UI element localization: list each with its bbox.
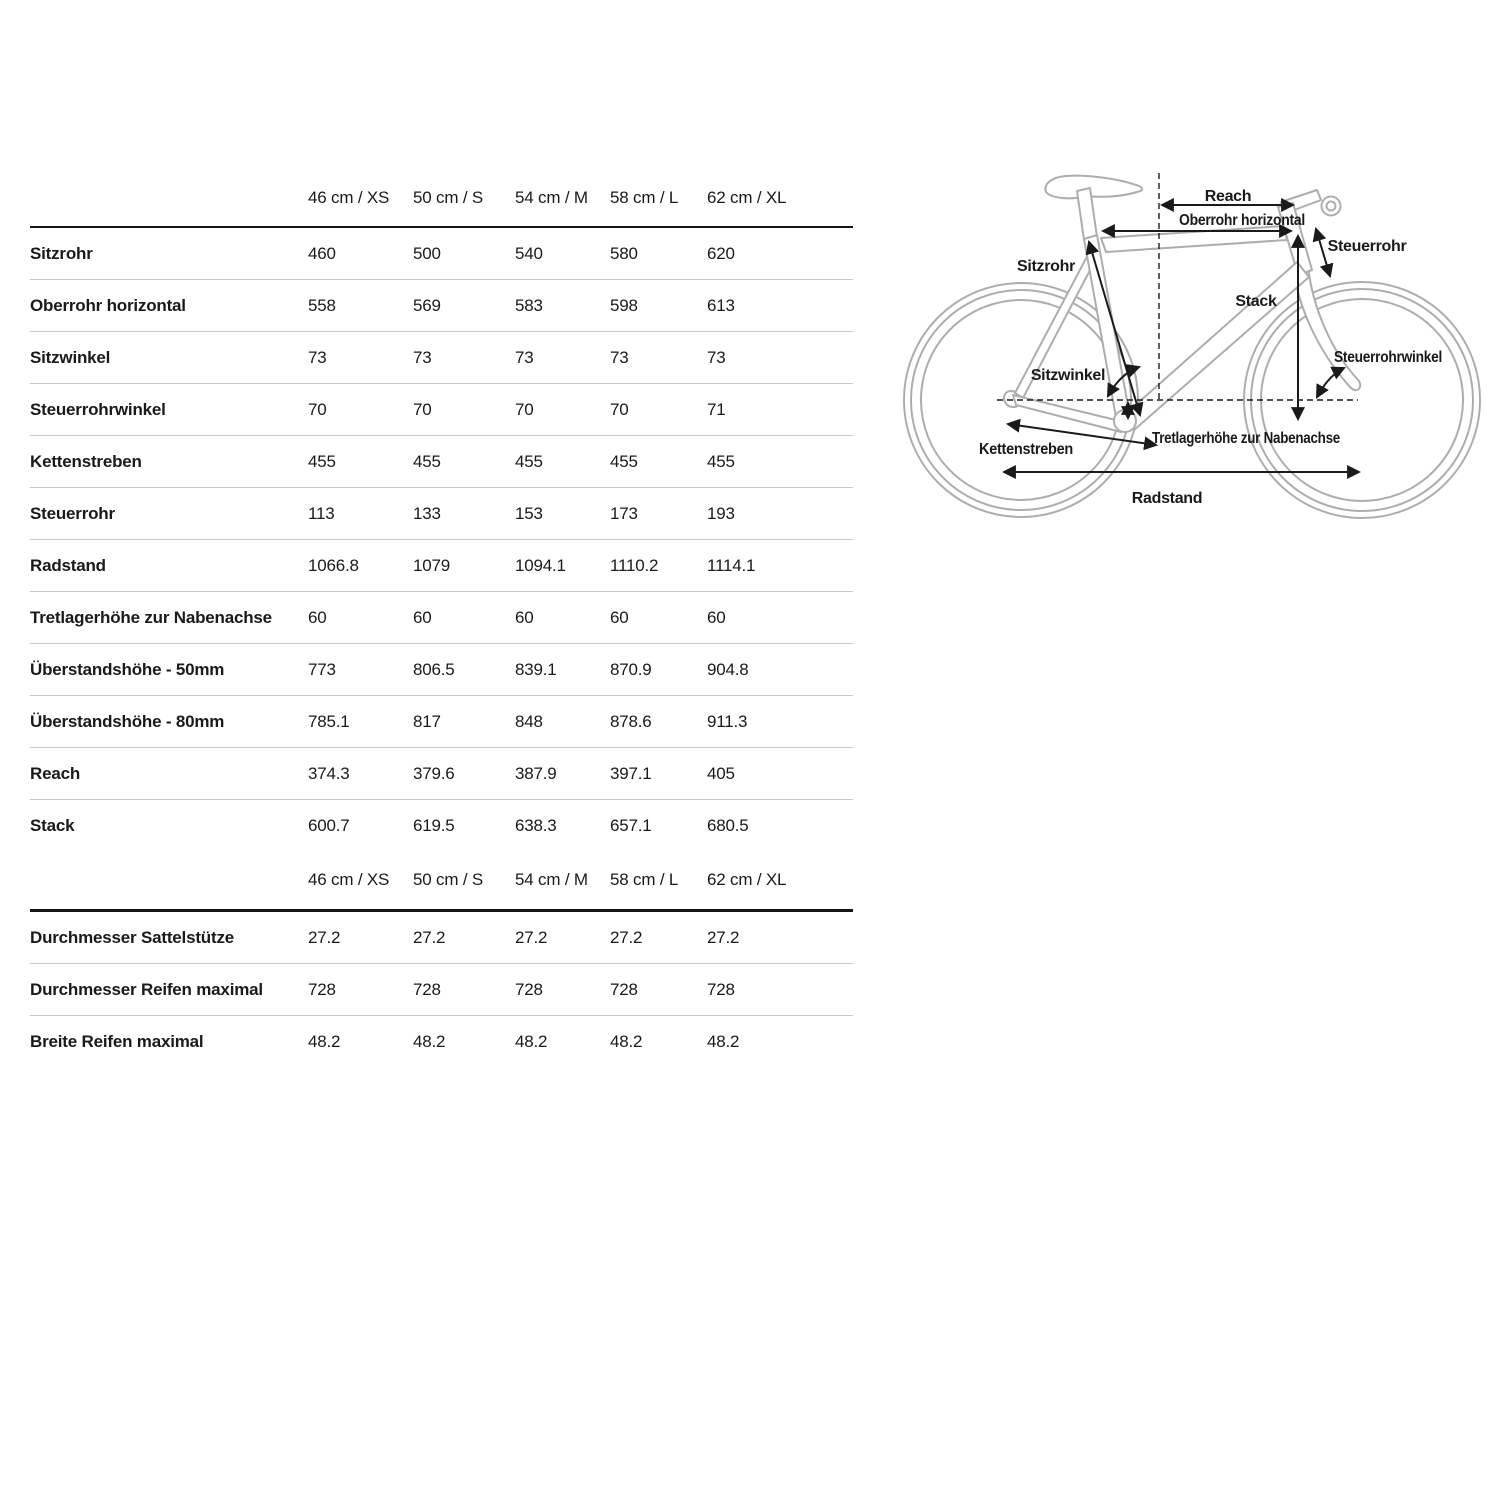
row-label: Durchmesser Reifen maximal [30,964,308,1016]
cell: 500 [413,227,515,280]
cell: 379.6 [413,748,515,800]
row-label: Tretlagerhöhe zur Nabenachse [30,592,308,644]
row-label: Steuerrohrwinkel [30,384,308,436]
cell: 638.3 [515,815,557,835]
cell: 580 [610,227,707,280]
size-header-spacer [30,170,308,227]
row-label: Breite Reifen maximal [30,1031,204,1051]
row-label: Überstandshöhe - 80mm [30,696,308,748]
cell: 613 [707,280,853,332]
diagram-label-reach: Reach [1204,188,1252,205]
cell: 540 [515,227,610,280]
cell: 455 [610,436,707,488]
spec-table [30,851,853,1067]
diagram-label-stack: Stack [1235,293,1277,310]
cell: 71 [707,384,853,436]
cell: 1066.8 [308,540,413,592]
size-header-row [30,851,853,911]
geometry-tables [30,170,853,1067]
cell: 839.1 [515,644,610,696]
table-row [30,540,853,592]
cell: 460 [308,227,413,280]
table-row [30,332,853,384]
cell: 600.7 [308,815,350,835]
table-row [30,227,853,280]
table-row [30,800,853,852]
size-header-xl: 62 cm / XL [707,170,853,227]
size-header-row [30,170,853,227]
cell: 911.3 [707,696,853,748]
cell: 619.5 [413,815,455,835]
cell: 48.2 [515,1031,548,1051]
table-row [30,488,853,540]
cell: 728 [515,964,610,1016]
cell: 73 [707,332,853,384]
table-row [30,748,853,800]
cell: 455 [413,436,515,488]
geometry-table [30,170,853,851]
cell: 397.1 [610,748,707,800]
cell: 878.6 [610,696,707,748]
cell: 60 [308,592,413,644]
top-tube [1101,226,1287,252]
cell: 173 [610,488,707,540]
cell: 728 [610,964,707,1016]
cell: 1079 [413,540,515,592]
row-label: Sitzrohr [30,227,308,280]
down-tube [1122,262,1309,430]
row-label: Stack [30,815,75,835]
cell: 620 [707,227,853,280]
cell: 27.2 [308,911,413,964]
cell: 657.1 [610,815,652,835]
diagram-label-kettenstreben: Kettenstreben [979,441,1073,458]
size-header-s: 50 cm / S [413,851,515,911]
table-row [30,696,853,748]
size-header-l: 58 cm / L [610,170,707,227]
cell: 728 [413,964,515,1016]
table-row [30,384,853,436]
row-label: Kettenstreben [30,436,308,488]
cell: 48.2 [707,1031,740,1051]
cell: 583 [515,280,610,332]
cell: 728 [707,964,853,1016]
cell: 48.2 [308,1031,341,1051]
cell: 387.9 [515,748,610,800]
size-header-xs: 46 cm / XS [308,170,413,227]
cell: 27.2 [707,911,853,964]
size-header-m: 54 cm / M [515,851,610,911]
size-header-xs: 46 cm / XS [308,851,413,911]
bottom-bracket [1114,410,1136,432]
table-row [30,280,853,332]
cell: 455 [308,436,413,488]
cell: 817 [413,696,515,748]
cell: 1094.1 [515,540,610,592]
cell: 904.8 [707,644,853,696]
cell: 870.9 [610,644,707,696]
diagram-label-steuerrohrwinkel: Steuerrohrwinkel [1334,349,1442,366]
saddle [1045,176,1142,199]
cell: 60 [515,592,610,644]
cell: 113 [308,488,413,540]
cell: 374.3 [308,748,413,800]
table-row [30,911,853,964]
cell: 73 [610,332,707,384]
cell: 73 [515,332,610,384]
cell: 60 [610,592,707,644]
row-label: Durchmesser Sattelstütze [30,911,308,964]
cell: 133 [413,488,515,540]
cell: 70 [610,384,707,436]
cell: 70 [515,384,610,436]
cell: 455 [707,436,853,488]
cell: 73 [413,332,515,384]
cell: 27.2 [413,911,515,964]
cell: 806.5 [413,644,515,696]
cell: 70 [413,384,515,436]
size-header-m: 54 cm / M [515,170,610,227]
diagram-label-radstand: Radstand [1131,490,1203,507]
size-header-l: 58 cm / L [610,851,707,911]
size-header-xl: 62 cm / XL [707,851,853,911]
row-label: Reach [30,748,308,800]
table-row [30,592,853,644]
table-row [30,644,853,696]
row-label: Sitzwinkel [30,332,308,384]
table-row [30,1016,853,1068]
cell: 27.2 [610,911,707,964]
bike-geometry-diagram [880,140,1500,550]
cell: 70 [308,384,413,436]
cell: 728 [308,964,413,1016]
cell: 569 [413,280,515,332]
row-label: Radstand [30,540,308,592]
cell: 153 [515,488,610,540]
cell: 193 [707,488,853,540]
diagram-label-sitzwinkel: Sitzwinkel [1030,367,1106,384]
table-row [30,964,853,1016]
cell: 405 [707,748,853,800]
diagram-label-sitzrohr: Sitzrohr [1016,258,1076,275]
cell: 27.2 [515,911,610,964]
cell: 60 [413,592,515,644]
cell: 73 [308,332,413,384]
row-label: Überstandshöhe - 50mm [30,644,308,696]
diagram-label-steuerrohr: Steuerrohr [1327,238,1407,255]
fork [1294,267,1360,390]
diagram-label-tretlagerhoehe: Tretlagerhöhe zur Nabenachse [1152,430,1341,447]
table-row [30,436,853,488]
cell: 773 [308,644,413,696]
size-header-s: 50 cm / S [413,170,515,227]
cell: 60 [707,592,853,644]
row-label: Oberrohr horizontal [30,280,308,332]
cell: 785.1 [308,696,413,748]
cell: 1114.1 [707,540,853,592]
cell: 48.2 [610,1031,643,1051]
row-label: Steuerrohr [30,488,308,540]
cell: 1110.2 [610,540,707,592]
diagram-label-oberrohr-horizontal: Oberrohr horizontal [1179,212,1305,229]
cell: 48.2 [413,1031,446,1051]
cell: 680.5 [707,815,749,835]
cell: 558 [308,280,413,332]
cell: 848 [515,696,610,748]
cell: 455 [515,436,610,488]
size-header-spacer [30,851,308,911]
cell: 598 [610,280,707,332]
